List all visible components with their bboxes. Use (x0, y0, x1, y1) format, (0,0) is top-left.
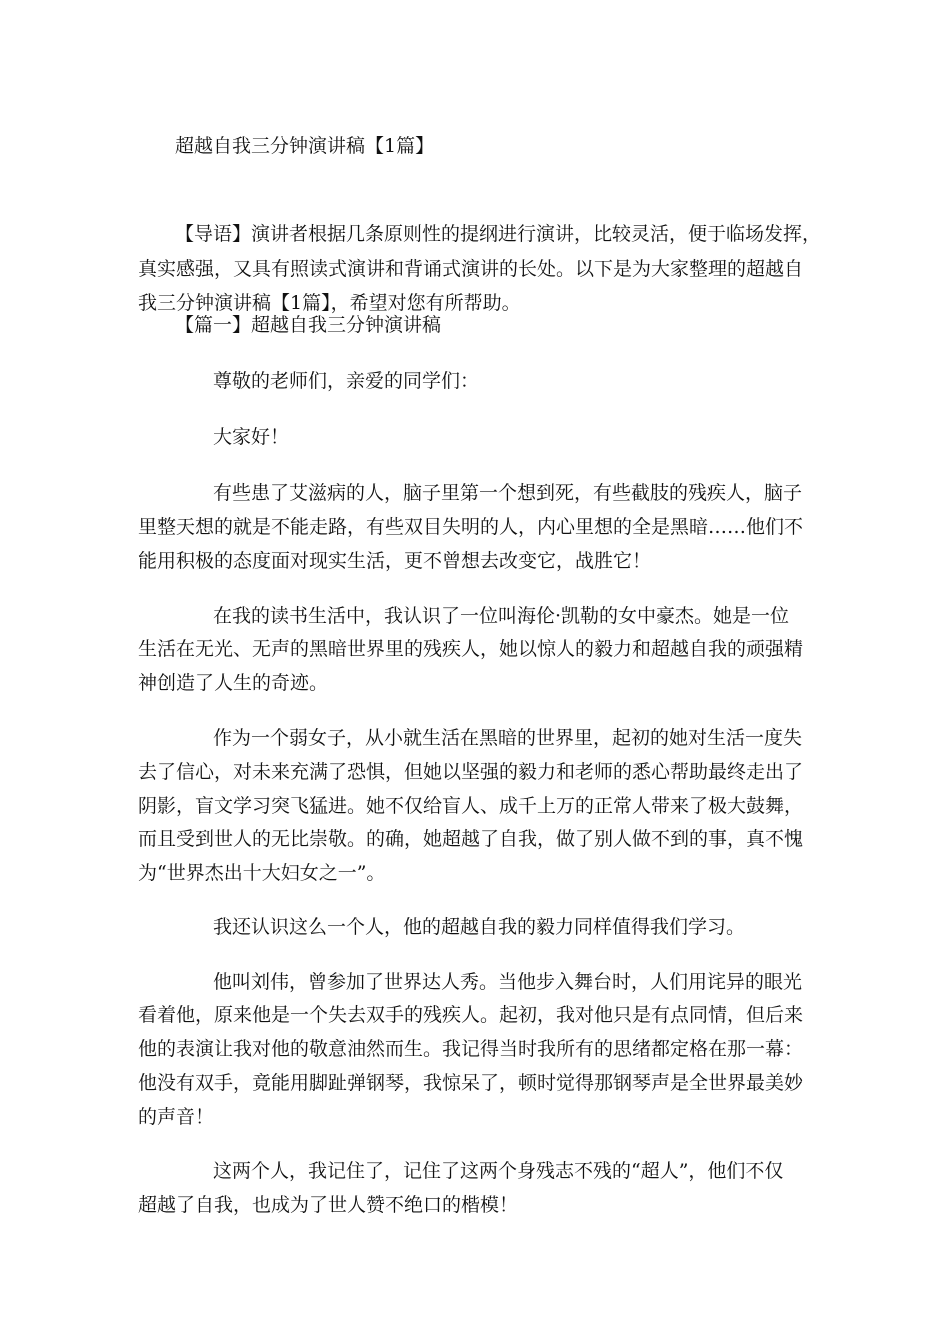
para5-line-5: 的声音！ (138, 1106, 215, 1128)
para3-line-5: 为“世界杰出十大妇女之一”。 (138, 862, 386, 884)
para5-line-2: 看着他，原来他是一个失去双手的残疾人。起初，我对他只是有点同情，但后来 (138, 1004, 804, 1026)
document-title: 超越自我三分钟演讲稿【1篇】 (175, 135, 435, 157)
para3-line-4: 而且受到世人的无比崇敬。的确，她超越了自我，做了别人做不到的事，真不愧 (138, 828, 804, 850)
para6-line-1: 这两个人，我记住了，记住了这两个身残志不残的“超人”，他们不仅 (213, 1160, 784, 1182)
para3-line-3: 阴影，盲文学习突飞猛进。她不仅给盲人、成千上万的正常人带来了极大鼓舞， (138, 795, 804, 817)
intro-line-3: 我三分钟演讲稿【1篇】，希望对您有所帮助。 (138, 292, 521, 314)
para1-line-3: 能用积极的态度面对现实生活，更不曾想去改变它，战胜它！ (138, 550, 652, 572)
para2-line-3: 神创造了人生的奇迹。 (138, 672, 329, 694)
para3-line-2: 去了信心，对未来充满了恐惧，但她以坚强的毅力和老师的悉心帮助最终走出了 (138, 761, 804, 783)
para5-line-3: 他的表演让我对他的敬意油然而生。我记得当时我所有的思绪都定格在那一幕： (138, 1038, 804, 1060)
para5-line-4: 他没有双手，竟能用脚趾弹钢琴，我惊呆了，顿时觉得那钢琴声是全世界最美妙 (138, 1072, 804, 1094)
salutation: 尊敬的老师们，亲爱的同学们： (213, 370, 480, 392)
para1-line-2: 里整天想的就是不能走路，有些双目失明的人，内心里想的全是黑暗……他们不 (138, 516, 804, 538)
para2-line-1: 在我的读书生活中，我认识了一位叫海伦·凯勒的女中豪杰。她是一位 (213, 605, 790, 627)
section-heading: 【篇一】超越自我三分钟演讲稿 (175, 314, 442, 336)
greeting: 大家好！ (213, 426, 290, 448)
para2-line-2: 生活在无光、无声的黑暗世界里的残疾人，她以惊人的毅力和超越自我的顽强精 (138, 638, 804, 660)
para3-line-1: 作为一个弱女子，从小就生活在黑暗的世界里，起初的她对生活一度失 (213, 727, 803, 749)
intro-line-1: 【导语】演讲者根据几条原则性的提纲进行演讲，比较灵活，便于临场发挥， (175, 223, 822, 245)
para6-line-2: 超越了自我，也成为了世人赞不绝口的楷模！ (138, 1194, 519, 1216)
intro-line-2: 真实感强，又具有照读式演讲和背诵式演讲的长处。以下是为大家整理的超越自 (138, 258, 804, 280)
para5-line-1: 他叫刘伟，曾参加了世界达人秀。当他步入舞台时，人们用诧异的眼光 (213, 971, 803, 993)
para1-line-1: 有些患了艾滋病的人，脑子里第一个想到死，有些截肢的残疾人，脑子 (213, 482, 803, 504)
para4: 我还认识这么一个人，他的超越自我的毅力同样值得我们学习。 (213, 916, 746, 938)
